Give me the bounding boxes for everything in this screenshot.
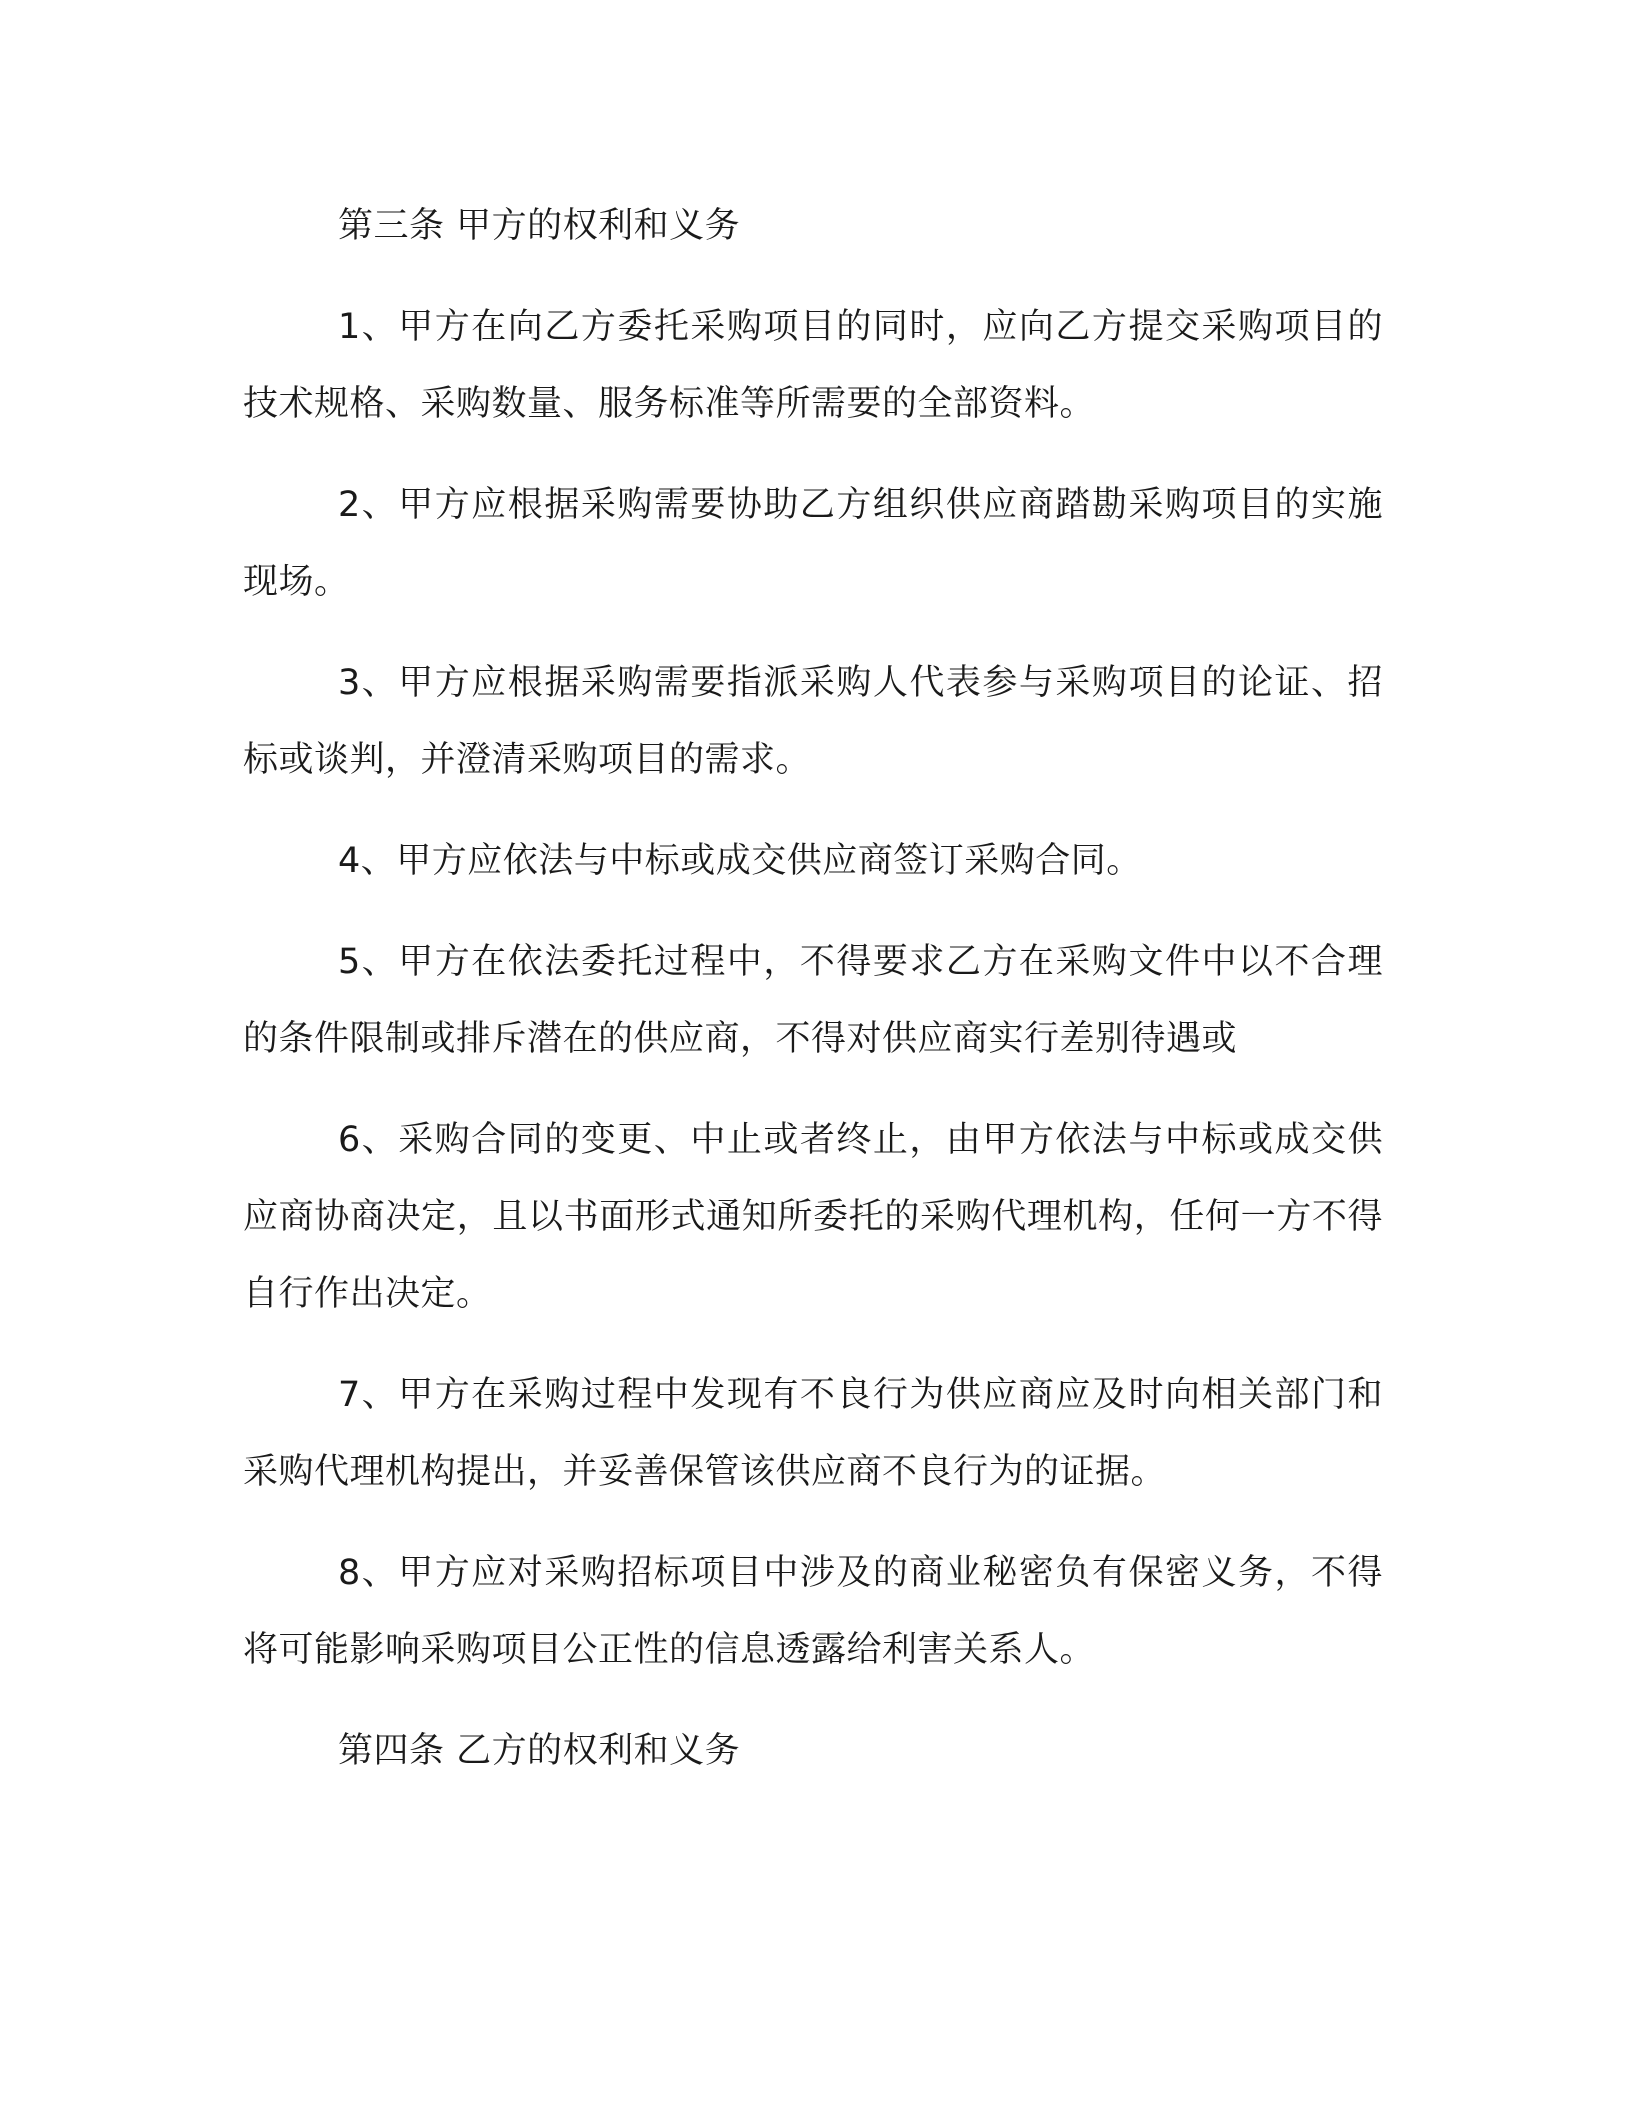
clause-4: 4、甲方应依法与中标或成交供应商签订采购合同。 (338, 841, 1142, 881)
clause-3: 3、甲方应根据采购需要指派采购人代表参与采购项目的论证、招标或谈判，并澄清采购项目的需求。 (243, 663, 1383, 780)
clause-8: 8、甲方应对采购招标项目中涉及的商业秘密负有保密义务，不得将可能影响采购项目公正性的信息透露给利害关系人。 (243, 1553, 1383, 1670)
document-body (243, 188, 1383, 1790)
clause-5: 5、甲方在依法委托过程中，不得要求乙方在采购文件中以不合理的条件限制或排斥潜在的供应商，不得对供应商实行差别待遇或 (243, 942, 1383, 1059)
clause-1: 1、甲方在向乙方委托采购项目的同时，应向乙方提交采购项目的技术规格、采购数量、服务标准等所需要的全部资料。 (243, 307, 1383, 424)
section-3-title: 第三条 甲方的权利和义务 (338, 206, 741, 246)
section-4-title: 第四条 乙方的权利和义务 (338, 1731, 741, 1771)
clause-6: 6、采购合同的变更、中止或者终止，由甲方依法与中标或成交供应商协商决定，且以书面形式通知所委托的采购代理机构，任何一方不得自行作出决定。 (243, 1120, 1383, 1314)
clause-2: 2、甲方应根据采购需要协助乙方组织供应商踏勘采购项目的实施现场。 (243, 485, 1383, 602)
clause-7: 7、甲方在采购过程中发现有不良行为供应商应及时向相关部门和采购代理机构提出，并妥善保管该供应商不良行为的证据。 (243, 1375, 1383, 1492)
